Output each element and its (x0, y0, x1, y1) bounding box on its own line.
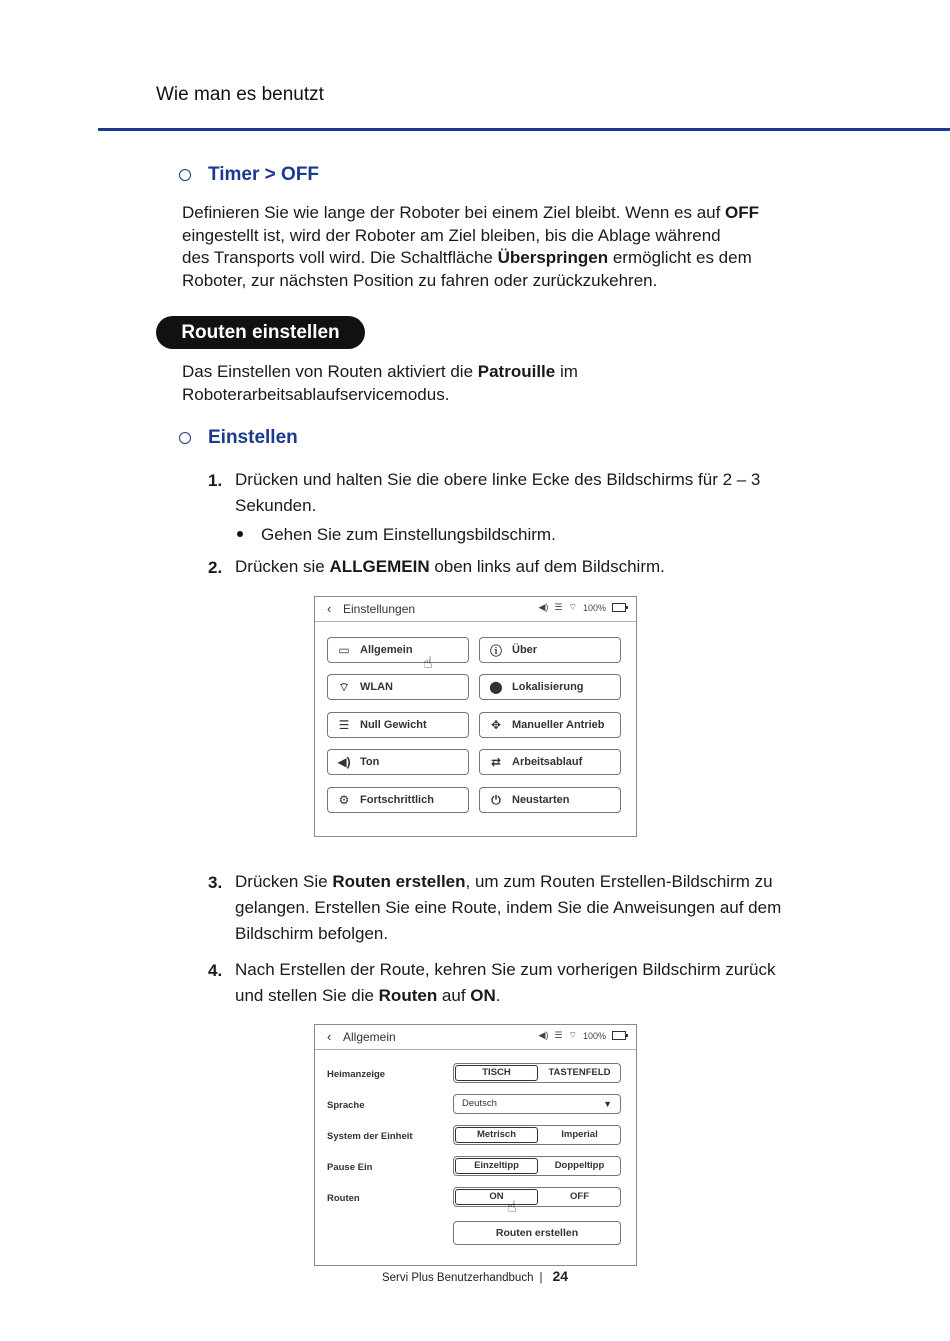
general-screen (314, 1024, 637, 1266)
option-metrisch[interactable]: Metrisch (455, 1127, 538, 1143)
settings-button-lokalisierung[interactable]: ⬤ Lokalisierung (479, 674, 621, 700)
speaker-icon: ◀) (538, 602, 549, 612)
running-header: Wie man es benutzt (156, 84, 324, 105)
screen-title: Allgemein (343, 1030, 396, 1044)
wifi-icon: ⌔ (568, 1030, 577, 1040)
settings-button-wlan[interactable]: ⌔ WLAN (327, 674, 469, 700)
row-label-routen: Routen (327, 1193, 360, 1204)
battery-icon (612, 603, 626, 612)
row-label-sprache: Sprache (327, 1100, 365, 1111)
step-3-text: Drücken Sie Routen erstellen, um zum Routen Erstellen-Bildschirm zu gelangen. Erstellen Sie eine Route, indem Sie die Anweisungen auf dem Bildschirm befolgen. (235, 872, 782, 943)
menu-icon: ☰ (554, 602, 563, 612)
settings-button-ton[interactable]: ◀) Ton (327, 749, 469, 775)
option-off[interactable]: OFF (570, 1191, 589, 1202)
battery-icon (612, 1031, 626, 1040)
settings-screen (314, 596, 637, 837)
bullet-dot-icon (237, 531, 243, 537)
unit-system-toggle[interactable] (453, 1125, 621, 1145)
option-einzeltipp[interactable]: Einzeltipp (455, 1158, 538, 1174)
step-number: 4. (208, 961, 223, 980)
battery-percent: 100% (582, 1030, 606, 1041)
screen-title-bar (315, 1025, 636, 1050)
circle-bullet-icon (179, 432, 191, 444)
option-imperial[interactable]: Imperial (561, 1129, 598, 1140)
row-label-pause-ein: Pause Ein (327, 1162, 373, 1173)
create-routes-button[interactable]: Routen erstellen (453, 1221, 621, 1245)
step-number: 3. (208, 873, 223, 892)
status-icons (539, 602, 627, 613)
power-icon: ⏻ (491, 792, 501, 807)
workflow-icon: ⇄ (490, 755, 502, 769)
info-icon: ⓘ (489, 643, 502, 658)
battery-percent: 100% (582, 602, 606, 613)
wifi-icon: ⌔ (568, 602, 577, 612)
row-label-system-der-einheit: System der Einheit (327, 1131, 413, 1142)
menu-icon: ☰ (554, 1030, 563, 1040)
pause-toggle[interactable] (453, 1156, 621, 1176)
language-select[interactable] (453, 1094, 621, 1114)
header-rule (98, 128, 950, 131)
settings-button-arbeitsablauf[interactable]: ⇄ Arbeitsablauf (479, 749, 621, 775)
wifi-icon: ⌔ (338, 679, 350, 694)
timer-heading: Timer > OFF (208, 164, 320, 185)
settings-button-ueber[interactable]: ⓘ Über (479, 637, 621, 663)
list-icon: ☰ (338, 718, 350, 732)
dpad-icon: ✥ (490, 718, 502, 732)
page-number: 24 (552, 1268, 569, 1284)
settings-button-manueller-antrieb[interactable]: ✥ Manueller Antrieb (479, 712, 621, 738)
bullet-text: Gehen Sie zum Einstellungsbildschirm. (261, 525, 556, 544)
option-doppeltipp[interactable]: Doppeltipp (554, 1160, 605, 1171)
step-2-text: Drücken sie ALLGEMEIN oben links auf dem Bildschirm. (235, 557, 665, 576)
chevron-left-icon[interactable]: ‹ (327, 601, 332, 616)
language-value: Deutsch (462, 1098, 497, 1109)
pointer-hand-icon: ☝ (423, 655, 433, 672)
page-footer (0, 1268, 950, 1284)
circle-bullet-icon (179, 169, 191, 181)
location-pin-icon: ⬤ (489, 680, 503, 694)
option-on[interactable]: ON (455, 1189, 538, 1205)
status-icons (539, 1030, 627, 1041)
caret-down-icon: ▼ (603, 1099, 612, 1109)
screen-title-bar (315, 597, 636, 622)
screen-icon: ▭ (338, 643, 350, 657)
step-number: 1. (208, 471, 223, 490)
routes-toggle[interactable] (453, 1187, 621, 1207)
step-1-text: Drücken und halten Sie die obere linke Ecke des Bildschirms für 2 – 3 Sekunden. (235, 470, 761, 515)
pointer-hand-icon: ☝ (507, 1199, 517, 1216)
section-pill-routen-einstellen: Routen einstellen (156, 316, 365, 349)
timer-paragraph: Definieren Sie wie lange der Roboter bei einem Ziel bleibt. Wenn es auf OFF eingestellt ist, wird der Roboter am Ziel bleiben, bis die Ablage während des Transports voll wird. Die Schaltfläche Überspringen ermöglicht es dem Roboter, zur nächsten Position zu fahren oder zurückzukehren. (182, 203, 760, 290)
option-tastenfeld[interactable]: TASTENFELD (548, 1067, 611, 1078)
row-label-heimanzeige: Heimanzeige (327, 1069, 386, 1080)
speaker-icon: ◀) (337, 755, 351, 769)
einstellen-heading: Einstellen (208, 427, 298, 448)
routes-paragraph: Das Einstellen von Routen aktiviert die Patrouille im Roboterarbeitsablaufservicemodus. (182, 362, 578, 404)
step-4-text: Nach Erstellen der Route, kehren Sie zum vorherigen Bildschirm zurück und stellen Sie die Routen auf ON. (235, 960, 776, 1005)
option-tisch[interactable]: TISCH (455, 1065, 538, 1081)
settings-button-null-gewicht[interactable]: ☰ Null Gewicht (327, 712, 469, 738)
screen-title: Einstellungen (343, 602, 416, 616)
speaker-icon: ◀) (538, 1030, 549, 1040)
step-number: 2. (208, 558, 223, 577)
settings-button-allgemein[interactable]: ▭ Allgemein (327, 637, 469, 663)
footer-text: Servi Plus Benutzerhandbuch (381, 1272, 534, 1284)
gear-plus-icon: ⚙ (338, 793, 350, 807)
footer-separator: | (539, 1272, 543, 1284)
settings-button-neustarten[interactable]: ⏻ Neustarten (479, 787, 621, 813)
home-display-toggle[interactable] (453, 1063, 621, 1083)
settings-button-fortschrittlich[interactable]: ⚙ Fortschrittlich (327, 787, 469, 813)
chevron-left-icon[interactable]: ‹ (327, 1029, 332, 1044)
